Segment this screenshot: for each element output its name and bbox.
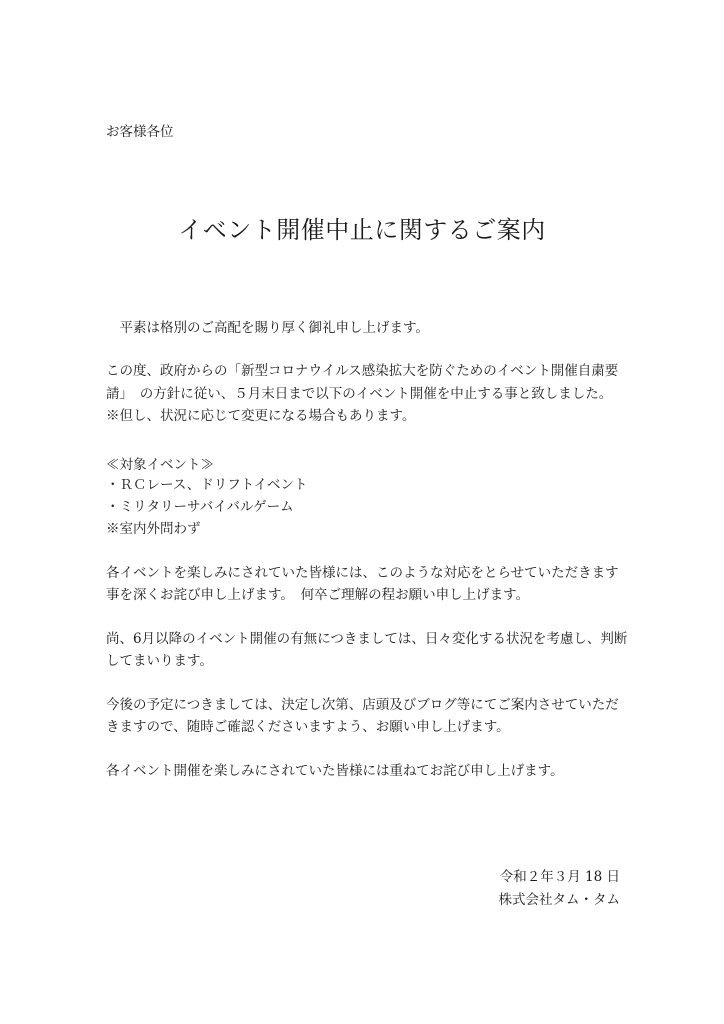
paragraph-4-line-2: きますので、随時ご確認くださいますよう、お願い申し上げます。 <box>106 719 510 735</box>
paragraph-1-line-2: 請」 の方針に従い、５月末日まで以下のイベント開催を中止する事と致しました。 <box>106 386 613 402</box>
paragraph-3-line-1: 尚、6月以降のイベント開催の有無につきましては、日々変化する状況を考慮し、判断 <box>106 631 628 647</box>
signature-date: 令和２年３月 18 日 <box>499 869 620 885</box>
document-title: イベント開催中止に関するご案内 <box>178 216 546 244</box>
paragraph-4-line-1: 今後の予定につきましては、決定し次第、店頭及びブログ等にてご案内させていただ <box>106 697 619 713</box>
salutation: お客様各位 <box>106 124 174 140</box>
event-item-rc-race: ・ＲＣレース、ドリフトイベント <box>106 477 308 493</box>
greeting-line: 平素は格別のご高配を賜り厚く御礼申し上げます。 <box>106 320 429 336</box>
events-note: ※室内外問わず <box>106 521 201 537</box>
paragraph-1-note: ※但し、状況に応じて変更になる場合もあります。 <box>106 408 416 424</box>
paragraph-2-line-2: 事を深くお詫び申し上げます。 何卒ご理解の程お願い申し上げます。 <box>106 587 530 603</box>
events-heading: ≪対象イベント≫ <box>106 457 214 473</box>
paragraph-2-line-1: 各イベントを楽しみにされていた皆様には、このような対応をとらせていただきます <box>106 565 619 581</box>
paragraph-1-line-1: この度、政府からの「新型コロナウイルス感染拡大を防ぐためのイベント開催自粛要 <box>106 363 619 379</box>
event-item-survival-game: ・ミリタリーサバイバルゲーム <box>106 499 294 515</box>
signature-company: 株式会社タム・タム <box>498 892 620 908</box>
paragraph-3-line-2: してまいります。 <box>106 653 213 669</box>
paragraph-5-line-1: 各イベント開催を楽しみにされていた皆様には重ねてお詫び申し上げます。 <box>106 763 564 779</box>
